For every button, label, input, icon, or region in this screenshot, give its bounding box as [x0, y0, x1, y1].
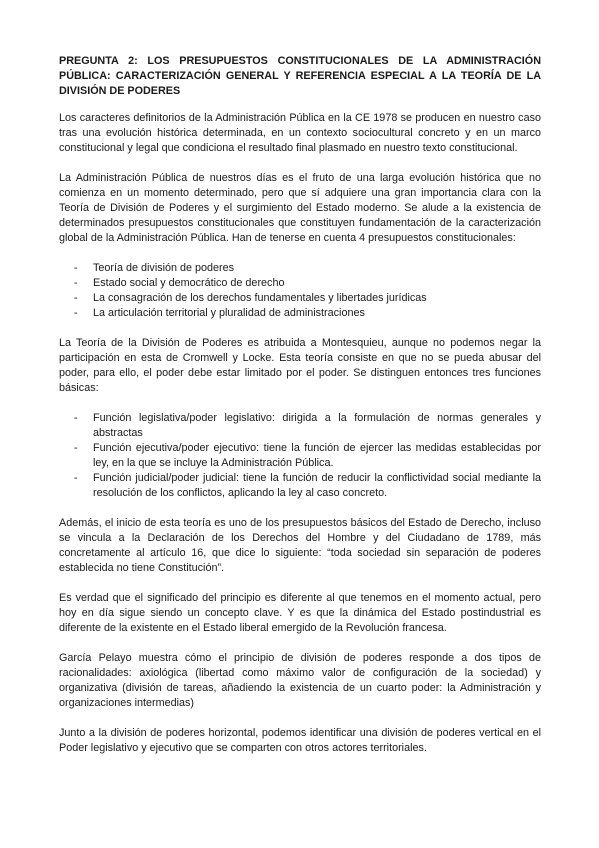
- list-item: - Función ejecutiva/poder ejecutivo: tiene la función de ejercer las medidas establecidas por ley, en la que se incluye la Administración Pública.: [74, 441, 541, 471]
- list-item: - La consagración de los derechos fundamentales y libertades jurídicas: [74, 291, 541, 306]
- paragraph-garcia-pelayo: García Pelayo muestra cómo el principio de división de poderes responde a dos tipos de racionalidades: axiológica (libertad como máximo valor de configuración de la sociedad) y organizativa (división de tareas, añadiendo la existencia de un cuarto poder: la Administración y organizaciones intermedias): [59, 652, 541, 709]
- funciones-list: [59, 411, 541, 501]
- list-item: - La articulación territorial y pluralidad de administraciones: [74, 306, 541, 321]
- paragraph-intro: Los caracteres definitorios de la Administración Pública en la CE 1978 se producen en nuestro caso tras una evolución histórica determinada, en un contexto sociocultural concreto y en un marco constitucional y legal que condiciona el resultado final plasmado en nuestro texto constitucional.: [59, 112, 541, 154]
- list-item: - Función legislativa/poder legislativo: dirigida a la formulación de normas generales y abstractas: [74, 411, 541, 441]
- paragraph-estado-derecho: Además, el inicio de esta teoría es uno de los presupuestos básicos del Estado de Derecho, incluso se vincula a la Declaración de los Derechos del Hombre y del Ciudadano de 1789, más concretamente al artículo 16, que dice lo siguiente: “toda sociedad sin separación de poderes establecida no tiene Constitución”.: [59, 517, 541, 574]
- list-item: - Teoría de división de poderes: [74, 261, 541, 276]
- paragraph-teoria: La Teoría de la División de Poderes es atribuida a Montesquieu, aunque no podemos negar la participación en esta de Cromwell y Locke. Esta teoría consiste en que no se pueda abusar del poder, para ello, el poder debe estar limitado por el poder. Se distinguen entonces tres funciones básicas:: [59, 337, 541, 394]
- paragraph-evolucion: La Administración Pública de nuestros días es el fruto de una larga evolución histórica que no comienza en un momento determinado, pero que sí adquiere una gran importancia clara con la Teoría de División de Poderes y el surgimiento del Estado moderno. Se alude a la existencia de determinados presupuestos constitucionales que constituyen fundamentación de la caracterización global de la Administración Pública. Han de tenerse en cuenta 4 presupuestos constitucionales:: [59, 172, 541, 244]
- paragraph-significado: Es verdad que el significado del principio es diferente al que tenemos en el momento actual, pero hoy en día sigue siendo un concepto clave. Y es que la dinámica del Estado postindustrial es diferente de la existente en el Estado liberal emergido de la Revolución francesa.: [59, 592, 541, 634]
- presupuestos-list: [59, 261, 541, 321]
- list-item: - Función judicial/poder judicial: tiene la función de reducir la conflictividad social mediante la resolución de los conflictos, aplicando la ley al caso concreto.: [74, 471, 541, 501]
- document-heading: PREGUNTA 2: LOS PRESUPUESTOS CONSTITUCIONALES DE LA ADMINISTRACIÓN PÚBLICA: CARACTERIZACIÓN GENERAL Y REFERENCIA ESPECIAL A LA TEORÍA DE LA DIVISIÓN DE PODERES: [59, 55, 541, 97]
- list-item: - Estado social y democrático de derecho: [74, 276, 541, 291]
- paragraph-division-vertical: Junto a la división de poderes horizontal, podemos identificar una división de poderes vertical en el Poder legislativo y ejecutivo que se comparten con otros actores territoriales.: [59, 727, 541, 754]
